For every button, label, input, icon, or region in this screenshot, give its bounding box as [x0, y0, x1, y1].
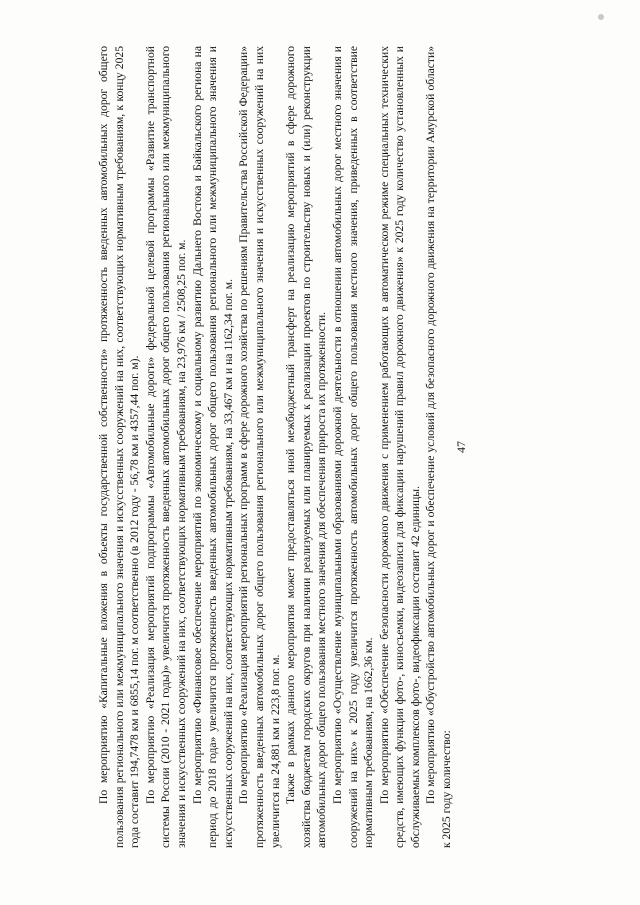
paragraph: По мероприятию «Капитальные вложения в объекты государственной собственности» протяженность введенных автомобильных дорог общего пользования регионального или межмуниципального значения и искусственных сооружений на них, соответствующих нормативным требованиям, к концу 2025 года составит 194,7478 км и 6855,14 пог. м соответственно (в 2012 году - 56,78 км и 4357,44 пог. м). [97, 46, 142, 848]
page-number: 47 [454, 441, 468, 453]
rotated-content [96, 46, 572, 848]
paragraph: По мероприятию «Реализация мероприятий региональных программ в сфере дорожного хозяйства по решениям Правительства Российской Федерации» протяженность введенных автомобильных дорог общего пользования регионального или межмуниципального значения и искусственных сооружений на них увеличится на 24,881 км и 223,8 пог. м. [237, 46, 282, 848]
body-text [96, 46, 455, 848]
paragraph: По мероприятию «Реализация мероприятий подпрограммы «Автомобильные дороги» федеральной целевой программы «Развитие транспортной системы России (2010 - 2021 годы)» увеличится протяженность введенных автомобильных дорог общего пользования регионального или межмуниципального значения и искусственных сооружений на них, соответствующих нормативным требованиям, на 23,976 км / 2508,25 пог. м. [143, 46, 188, 848]
paragraph: Также в рамках данного мероприятия может предоставляться иной межбюджетный трансферт на реализацию мероприятий в сфере дорожного хозяйства бюджетам городских округов при наличии реализуемых или планируемых к реализации проектов по строительству новых и (или) реконструкции автомобильных дорог общего пользования местного значения для обеспечения прироста их протяженности. [284, 46, 329, 848]
scan-dot [598, 14, 604, 20]
paragraph: По мероприятию «Обустройство автомобильных дорог и обеспечение условий для безопасного дорожного движения на территории Амурской области» к 2025 году количество: [424, 46, 454, 848]
paragraph: По мероприятию «Осуществление муниципальными образованиями дорожной деятельности в отношении автомобильных дорог местного значения и сооружений на них» к 2025 году увеличится протяженность автомобильных дорог общего пользования местного значения, приведенных в соответствие нормативным требованиям, на 1662,36 км. [330, 46, 376, 848]
paragraph: По мероприятию «Финансовое обеспечение мероприятий по экономическому и социальному развитию Дальнего Востока и Байкальского региона на период до 2018 года» увеличится протяженность введенных автомобильных дорог общего пользования регионального или межмуниципального значения и искусственных сооружений на них, соответствующих нормативным требованиям, на 33,467 км и на 1162,34 пог. м. [190, 46, 235, 848]
paragraph: По мероприятию «Обеспечение безопасности дорожного движения с применением работающих в автоматическом режиме специальных технических средств, имеющих функции фото-, киносъемки, видеозаписи для фиксации нарушений правил дорожного движения» к 2025 году количество установленных и обслуживаемых комплексов фото-, видеофиксации составит 42 единицы. [377, 46, 422, 848]
